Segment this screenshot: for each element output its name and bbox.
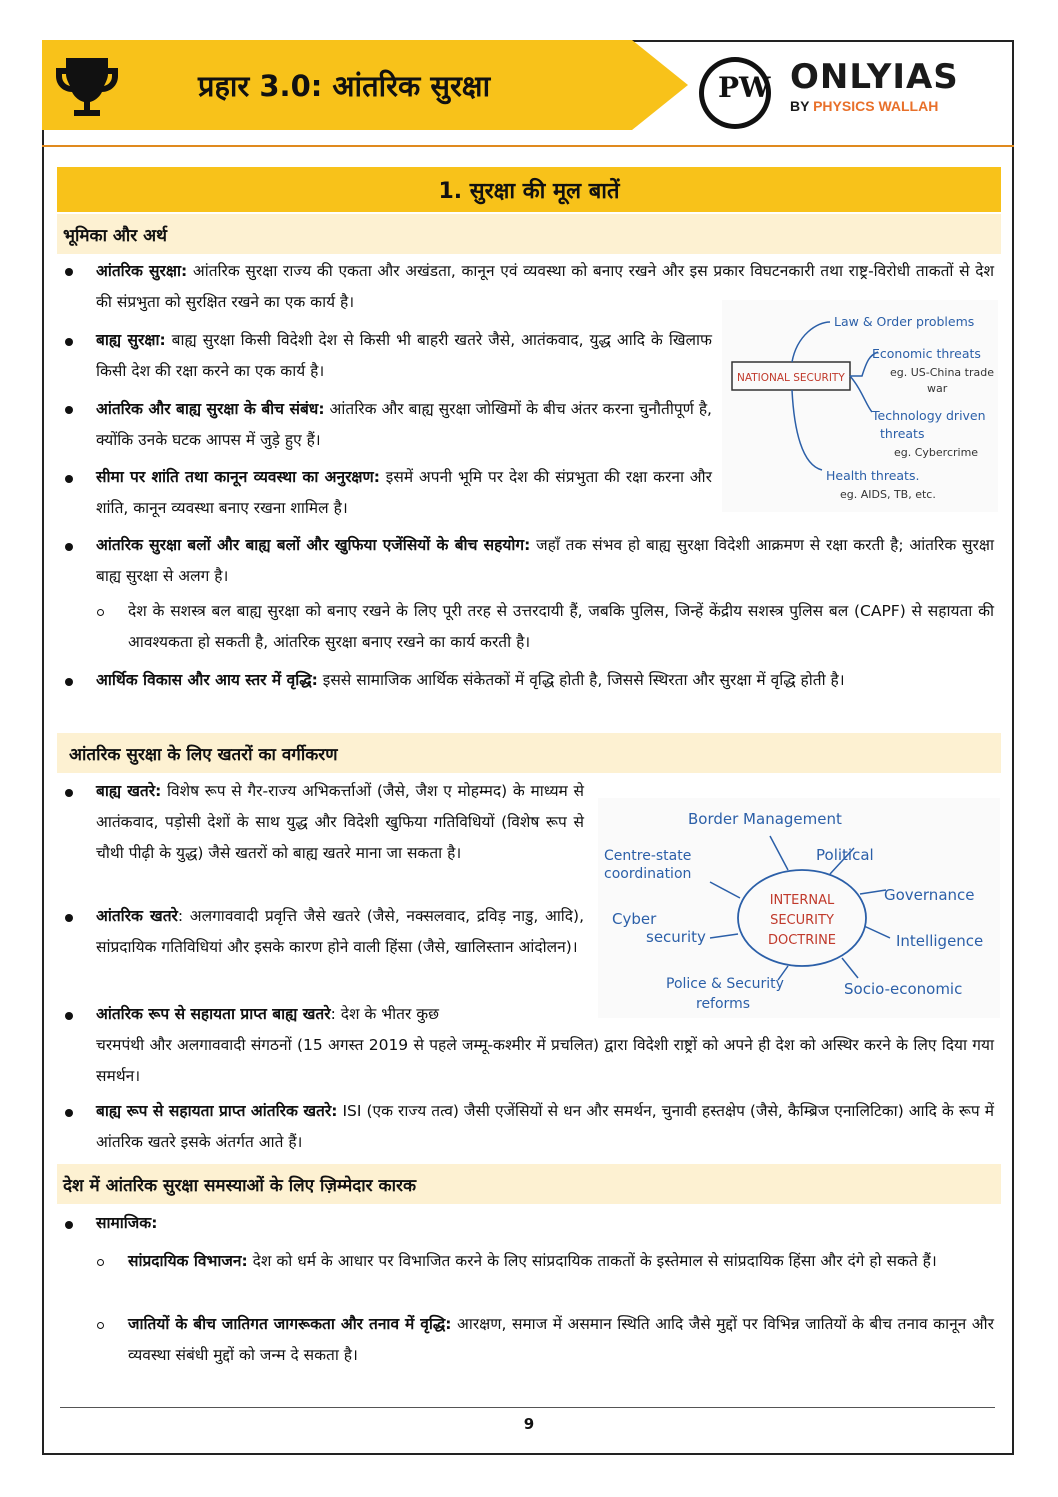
- list-item: [128, 596, 994, 658]
- doctrine-node: Police & Security: [666, 976, 784, 992]
- doctrine-node: Cyber: [612, 910, 657, 928]
- item-term: जातियों के बीच जातिगत जागरूकता और तनाव में वृद्धि:: [128, 1315, 452, 1333]
- item-term: आंतरिक सुरक्षा:: [96, 262, 188, 280]
- pw-logo-text: PW: [718, 71, 771, 104]
- item-term: सांप्रदायिक विभाजन:: [128, 1252, 248, 1270]
- bullet: [65, 268, 73, 276]
- list-item: [96, 325, 712, 387]
- bullet: [65, 789, 73, 797]
- brand-sub-highlight: PHYSICS WALLAH: [813, 98, 939, 114]
- subheading-responsible-factors: देश में आंतरिक सुरक्षा समस्याओं के लिए ज़िम्मेदार कारक: [57, 1164, 1001, 1204]
- item-text: जहाँ तक संभव हो बाह्य सुरक्षा विदेशी आक्रमण से रक्षा करती है; आंतरिक सुरक्षा बाह्य सुरक्षा से अलग है।: [96, 536, 994, 585]
- item-text: देश को धर्म के आधार पर विभाजित करने के लिए सांप्रदायिक ताकतों के इस्तेमाल से सांप्रदायिक हिंसा और दंगे हो सकते हैं।: [247, 1252, 937, 1270]
- item-text: इसमें अपनी भूमि पर देश की संप्रभुता की रक्षा करना और शांति, कानून व्यवस्था बनाए रखना शामिल है।: [96, 468, 712, 517]
- subheading-intro: भूमिका और अर्थ: [57, 214, 1001, 254]
- brand-name: ONLYIAS: [790, 57, 959, 97]
- doctrine-center-line: SECURITY: [770, 913, 834, 928]
- doctrine-node: coordination: [604, 866, 692, 882]
- internal-security-doctrine-diagram: [598, 798, 1000, 1018]
- doctrine-node: reforms: [696, 996, 750, 1012]
- bullet: [65, 406, 73, 414]
- trophy-icon: [52, 52, 122, 122]
- list-item: [96, 665, 994, 696]
- doctrine-node: Governance: [884, 886, 975, 904]
- list-item: [96, 999, 584, 1030]
- diagram-branch: Law & Order problems: [834, 314, 975, 329]
- bullet: [65, 543, 73, 551]
- list-item: [128, 1309, 994, 1371]
- item-text: : देश के भीतर कुछ: [330, 1005, 440, 1023]
- list-item: [96, 394, 712, 456]
- item-text: : अलगाववादी प्रवृत्ति जैसे खतरे (जैसे, नक्सलवाद, द्रविड़ नाडु, आदि), सांप्रदायिक गतिविधियां और इसके कारण होने वाली हिंसा (जैसे, खालिस्तान आंदोलन)।: [96, 907, 585, 956]
- doctrine-node: Intelligence: [896, 932, 984, 950]
- item-text: चरमपंथी और अलगाववादी संगठनों (15 अगस्त 2019 से पहले जम्मू-कश्मीर में प्रचलित) द्वारा विदेशी राष्ट्रों को अपने ही देश को अस्थिर करने के लिए दिया गया समर्थन।: [96, 1036, 994, 1085]
- bullet: [65, 1109, 73, 1117]
- national-security-diagram: [722, 300, 998, 512]
- list-item: [96, 1096, 994, 1158]
- item-term: सामाजिक:: [96, 1214, 158, 1232]
- bullet: [65, 914, 73, 922]
- item-text: बाह्य सुरक्षा किसी विदेशी देश से किसी भी बाहरी खतरे जैसे, आतंकवाद, युद्ध आदि के खिलाफ किसी देश की रक्षा करने का एक कार्य है।: [96, 331, 712, 380]
- bullet: [65, 338, 73, 346]
- item-text: आरक्षण, समाज में असमान स्थिति आदि जैसे मुद्दों पर विभिन्न जातियों के बीच तनाव कानून और व्यवस्था संबंधी मुद्दों को जन्म दे सकता है।: [128, 1315, 994, 1364]
- diagram-branch-note: eg. Cybercrime: [894, 446, 979, 459]
- item-term: आंतरिक सुरक्षा बलों और बाह्य बलों और खुफिया एजेंसियों के बीच सहयोग:: [96, 536, 531, 554]
- pw-logo-icon: [697, 55, 773, 131]
- list-item-continued: [96, 1030, 994, 1092]
- brand-logo: [790, 58, 959, 114]
- section-title: 1. सुरक्षा की मूल बातें: [57, 167, 1001, 212]
- doctrine-center-line: DOCTRINE: [767, 933, 837, 948]
- brand-subtitle: [790, 98, 959, 114]
- item-text: आंतरिक और बाह्य सुरक्षा जोखिमों के बीच अंतर करना चुनौतीपूर्ण है, क्योंकि उनके घटक आपस में जुड़े हुए हैं।: [96, 400, 712, 449]
- list-item: [96, 1208, 994, 1239]
- bullet: [65, 678, 73, 686]
- item-term: बाह्य खतरे:: [96, 782, 162, 800]
- diagram-branch: Health threats.: [826, 468, 920, 483]
- sub-bullet: [97, 1322, 104, 1329]
- diagram-branch-note: eg. AIDS, TB, etc.: [840, 488, 936, 501]
- subheading-threat-classification: आंतरिक सुरक्षा के लिए खतरों का वर्गीकरण: [57, 733, 1001, 773]
- footer-divider: [60, 1407, 995, 1408]
- sub-bullet: [97, 609, 104, 616]
- item-term: सीमा पर शांति तथा कानून व्यवस्था का अनुरक्षण:: [96, 468, 380, 486]
- item-term: बाह्य रूप से सहायता प्राप्त आंतरिक खतरे:: [96, 1102, 338, 1120]
- item-text: देश के सशस्त्र बल बाह्य सुरक्षा को बनाए रखने के लिए पूरी तरह से उत्तरदायी हैं, जबकि पुलिस, जिन्हें केंद्रीय सशस्त्र पुलिस बल (CAPF) से सहायता की आवश्यकता हो सकती है, आंतरिक सुरक्षा बनाए रखने का कार्य करती है।: [128, 602, 994, 651]
- diagram-branch: Economic threats: [872, 346, 981, 361]
- item-term: आंतरिक रूप से सहायता प्राप्त बाह्य खतरे: [96, 1005, 331, 1023]
- list-item: [96, 901, 584, 963]
- diagram-branch: threats: [880, 426, 925, 441]
- bullet: [65, 1012, 73, 1020]
- item-text: आंतरिक सुरक्षा राज्य की एकता और अखंडता, कानून एवं व्यवस्था को बनाए रखने और इस प्रकार विघटनकारी तथा राष्ट्र-विरोधी ताकतों से देश की संप्रभुता को सुरक्षित रखने का एक कार्य है।: [96, 262, 994, 311]
- doctrine-node: Border Management: [688, 810, 842, 828]
- diagram-branch: Technology driven: [872, 408, 986, 423]
- bullet: [65, 1221, 73, 1229]
- brand-sub-prefix: BY: [790, 98, 814, 114]
- item-text: विशेष रूप से गैर-राज्य अभिकर्त्ताओं (जैसे, जैश ए मोहम्मद) के माध्यम से आतंकवाद, पड़ोसी देशों के साथ युद्ध और विदेशी खुफिया गतिविधियों (विशेष रूप से चौथी पीढ़ी के युद्ध) जैसे खतरों को बाह्य खतरे माना जा सकता है।: [96, 782, 584, 862]
- doctrine-center-line: INTERNAL: [769, 893, 835, 908]
- item-text: इससे सामाजिक आर्थिक संकेतकों में वृद्धि होती है, जिससे स्थिरता और सुरक्षा में वृद्धि होती है।: [317, 671, 845, 689]
- page-title: प्रहार 3.0: आंतरिक सुरक्षा: [198, 69, 491, 103]
- sub-bullet: [97, 1259, 104, 1266]
- item-term: आंतरिक खतरे: [96, 907, 178, 925]
- item-term: आंतरिक और बाह्य सुरक्षा के बीच संबंध:: [96, 400, 325, 418]
- diagram-branch-note: war: [927, 382, 948, 395]
- list-item: [96, 530, 994, 592]
- doctrine-node: Centre-state: [604, 848, 692, 864]
- bullet: [65, 475, 73, 483]
- diagram-center: NATIONAL SECURITY: [737, 372, 845, 384]
- list-item: [96, 462, 712, 524]
- item-term: आर्थिक विकास और आय स्तर में वृद्धि:: [96, 671, 318, 689]
- item-term: बाह्य सुरक्षा:: [96, 331, 166, 349]
- item-text: ISI (एक राज्य तत्व) जैसी एजेंसियों से धन और समर्थन, चुनावी हस्तक्षेप (जैसे, कैम्ब्रिज एनालिटिका) आदि के रूप में आंतरिक खतरे इसके अंतर्गत आते हैं।: [96, 1102, 995, 1151]
- header-divider: [42, 145, 1014, 147]
- diagram-branch-note: eg. US-China trade: [890, 366, 994, 379]
- list-item: [96, 776, 584, 869]
- doctrine-node: security: [646, 928, 706, 946]
- doctrine-node: Political: [816, 846, 874, 864]
- list-item: [128, 1246, 994, 1277]
- page-number: 9: [523, 1415, 535, 1433]
- doctrine-node: Socio-economic: [844, 980, 963, 998]
